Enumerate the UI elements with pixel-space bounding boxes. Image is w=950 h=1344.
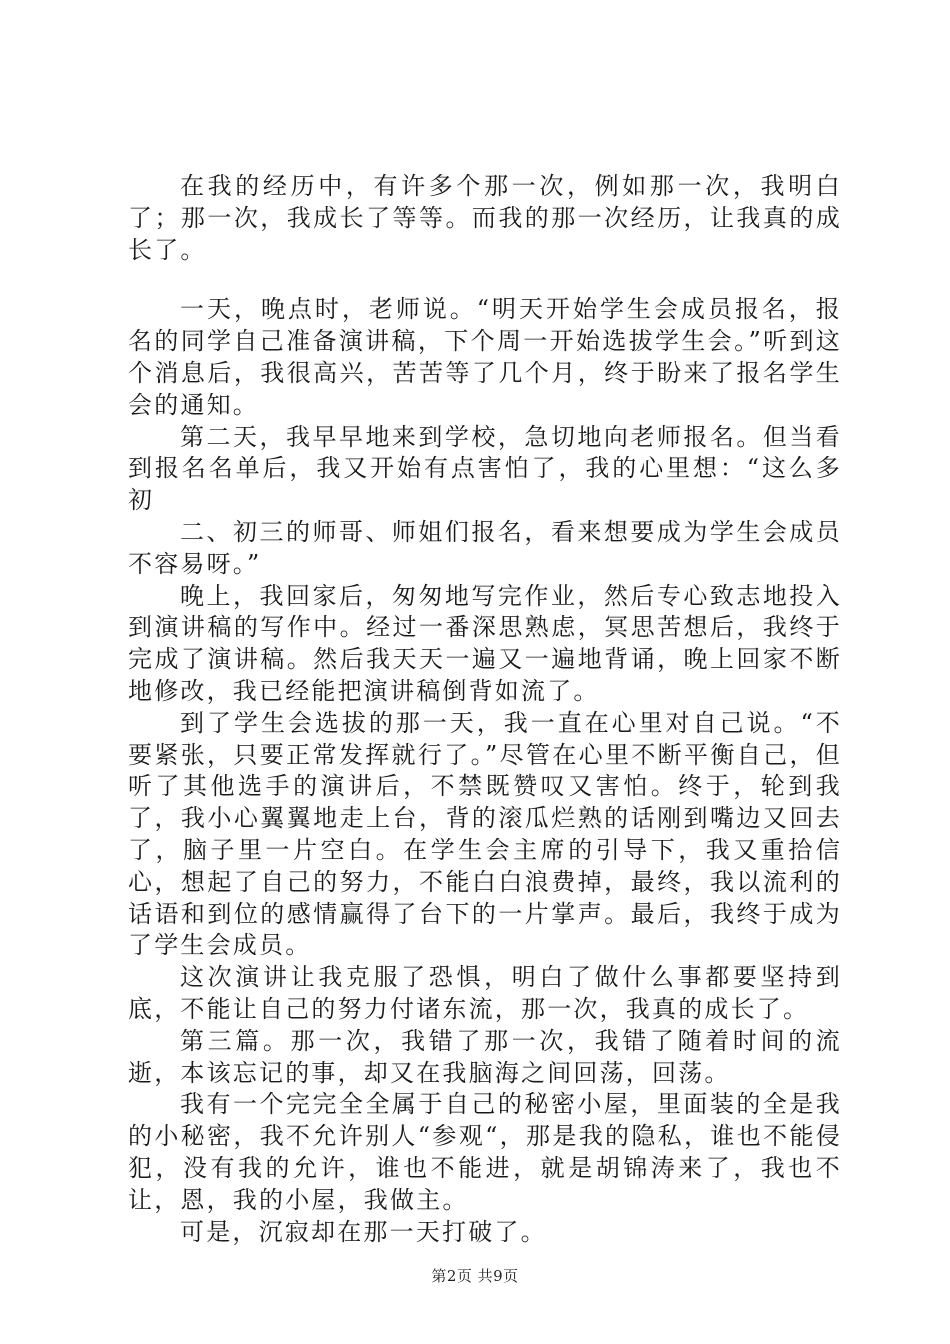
- paragraph: 一天，晚点时，老师说。“明天开始学生会成员报名，报名的同学自己准备演讲稿，下个周一开始选拔学生会。”听到这个消息后，我很高兴，苦苦等了几个月，终于盼来了报名学生会的通知。: [128, 295, 842, 419]
- paragraph: 这次演讲让我克服了恐惧，明白了做什么事都要坚持到底，不能让自己的努力付诸东流，那一次，我真的成长了。: [128, 963, 842, 1023]
- paragraph: 到了学生会选拔的那一天，我一直在心里对自己说。“不要紧张，只要正常发挥就行了。”尽管在心里不断平衡自己，但听了其他选手的演讲后，不禁既赞叹又害怕。终于，轮到我了，我小心翼翼地走上台，背的滚瓜烂熟的话刚到嘴边又回去了，脑子里一片空白。在学生会主席的引导下，我又重拾信心，想起了自己的努力，不能白白浪费掉，最终，我以流利的话语和到位的感情赢得了台下的一片掌声。最后，我终于成为了学生会成员。: [128, 708, 842, 960]
- paragraph: 我有一个完完全全属于自己的秘密小屋，里面装的全是我的小秘密，我不允许别人“参观“，那是我的隐私，谁也不能侵犯，没有我的允许，谁也不能进，就是胡锦涛来了，我也不让，恩，我的小屋，我做主。: [128, 1090, 842, 1214]
- document-body: [128, 171, 842, 1248]
- paragraph: 第三篇。那一次，我错了那一次，我错了随着时间的流逝，本该忘记的事，却又在我脑海之间回荡，回荡。: [128, 1026, 842, 1087]
- page-number-footer: 第2页 共9页: [431, 1267, 519, 1285]
- paragraph: 第二天，我早早地来到学校，急切地向老师报名。但当看到报名名单后，我又开始有点害怕了，我的心里想：“这么多初: [128, 422, 842, 515]
- paragraph: 在我的经历中，有许多个那一次，例如那一次，我明白了；那一次，我成长了等等。而我的那一次经历，让我真的成长了。: [128, 172, 842, 264]
- paragraph: 可是，沉寂却在那一天打破了。: [180, 1217, 547, 1246]
- paragraph: 晚上，我回家后，匆匆地写完作业，然后专心致志地投入到演讲稿的写作中。经过一番深思熟虑，冥思苦想后，我终于完成了演讲稿。然后我天天一遍又一遍地背诵，晚上回家不断地修改，我已经能把演讲稿倒背如流了。: [128, 581, 842, 705]
- paragraph: 二、初三的师哥、师姐们报名，看来想要成为学生会成员不容易呀。”: [128, 517, 842, 578]
